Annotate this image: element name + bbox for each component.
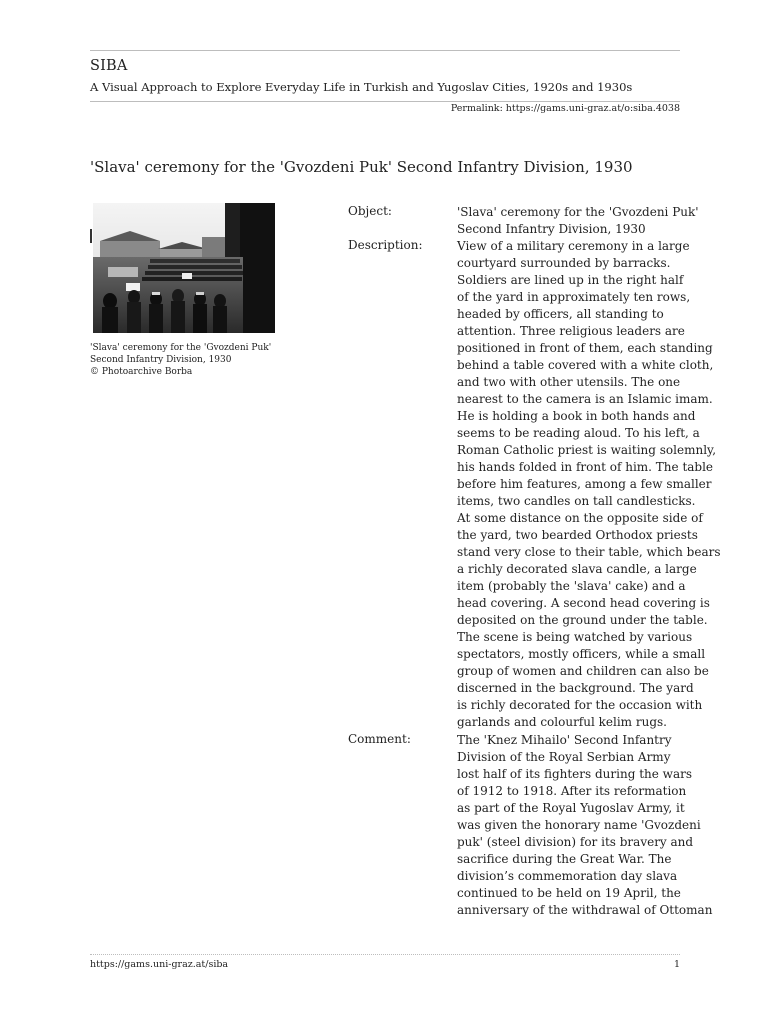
- photo-caption-line: Second Infantry Division, 1930: [90, 355, 232, 365]
- description-label: Description:: [348, 238, 423, 252]
- description-line: headed by officers, all standing to: [457, 307, 664, 321]
- object-line: Second Infantry Division, 1930: [457, 222, 646, 236]
- description-line: his hands folded in front of him. The table: [457, 460, 714, 474]
- comment-line: puk' (steel division) for its bravery and: [457, 835, 694, 849]
- description-line: discerned in the background. The yard: [457, 681, 694, 695]
- description-line: View of a military ceremony in a large: [457, 239, 690, 253]
- description-line: head covering. A second head covering is: [457, 596, 710, 610]
- description-line: a richly decorated slava candle, a large: [457, 562, 697, 576]
- comment-line: sacrifice during the Great War. The: [457, 852, 672, 866]
- header-top-rule: [90, 50, 680, 51]
- description-line: spectators, mostly officers, while a small: [457, 647, 706, 661]
- description-line: courtyard surrounded by barracks.: [457, 256, 671, 270]
- page-number: 1: [673, 959, 680, 970]
- permalink-link[interactable]: Permalink: https://gams.uni-graz.at/o:siba.4038: [450, 103, 680, 114]
- description-line: Soldiers are lined up in the right half: [457, 273, 684, 287]
- description-line: positioned in front of them, each standing: [457, 341, 713, 355]
- site-subtitle: A Visual Approach to Explore Everyday Life in Turkish and Yugoslav Cities, 1920s and 1930s: [90, 80, 633, 94]
- description-line: of the yard in approximately ten rows,: [457, 290, 691, 304]
- description-line: items, two candles on tall candlesticks.: [457, 494, 696, 508]
- description-line: The scene is being watched by various: [457, 630, 693, 644]
- comment-line: lost half of its fighters during the wars: [457, 767, 692, 781]
- description-line: At some distance on the opposite side of: [457, 511, 703, 525]
- description-line: stand very close to their table, which bears: [457, 545, 721, 559]
- site-name: SIBA: [90, 58, 128, 74]
- description-line: deposited on the ground under the table.: [457, 613, 708, 627]
- comment-label: Comment:: [348, 732, 411, 746]
- description-line: attention. Three religious leaders are: [457, 324, 685, 338]
- footer-url-link[interactable]: https://gams.uni-graz.at/siba: [90, 959, 229, 970]
- header-bottom-rule: [90, 101, 680, 102]
- ceremony-photo: [90, 203, 275, 336]
- comment-line: division’s commemoration day slava: [457, 869, 678, 883]
- description-line: item (probably the 'slava' cake) and a: [457, 579, 686, 593]
- description-line: is richly decorated for the occasion with: [457, 698, 703, 712]
- comment-line: Division of the Royal Serbian Army: [457, 750, 671, 764]
- object-line: 'Slava' ceremony for the 'Gvozdeni Puk': [457, 205, 699, 219]
- document-title: 'Slava' ceremony for the 'Gvozdeni Puk' Second Infantry Division, 1930: [90, 158, 633, 176]
- description-line: behind a table covered with a white cloth,: [457, 358, 714, 372]
- description-value: [457, 238, 721, 731]
- comment-value: [457, 732, 713, 919]
- comment-line: The 'Knez Mihailo' Second Infantry: [457, 733, 672, 747]
- description-line: He is holding a book in both hands and: [457, 409, 696, 423]
- photo-credit: © Photoarchive Borba: [90, 367, 193, 377]
- object-value: [457, 204, 699, 238]
- description-line: and two with other utensils. The one: [457, 375, 681, 389]
- comment-line: as part of the Royal Yugoslav Army, it: [457, 801, 685, 815]
- footer-rule: [90, 954, 680, 955]
- description-line: seems to be reading aloud. To his left, a: [457, 426, 700, 440]
- photo-caption: [90, 342, 290, 378]
- comment-line: anniversary of the withdrawal of Ottoman: [457, 903, 713, 917]
- description-line: garlands and colourful kelim rugs.: [457, 715, 667, 729]
- object-label: Object:: [348, 204, 392, 218]
- comment-line: was given the honorary name 'Gvozdeni: [457, 818, 701, 832]
- comment-line: continued to be held on 19 April, the: [457, 886, 681, 900]
- description-line: nearest to the camera is an Islamic imam.: [457, 392, 713, 406]
- comment-line: of 1912 to 1918. After its reformation: [457, 784, 687, 798]
- description-line: the yard, two bearded Orthodox priests: [457, 528, 698, 542]
- description-line: Roman Catholic priest is waiting solemnly,: [457, 443, 717, 457]
- description-line: group of women and children can also be: [457, 664, 709, 678]
- description-line: before him features, among a few smaller: [457, 477, 712, 491]
- photo-caption-line: 'Slava' ceremony for the 'Gvozdeni Puk': [90, 343, 272, 353]
